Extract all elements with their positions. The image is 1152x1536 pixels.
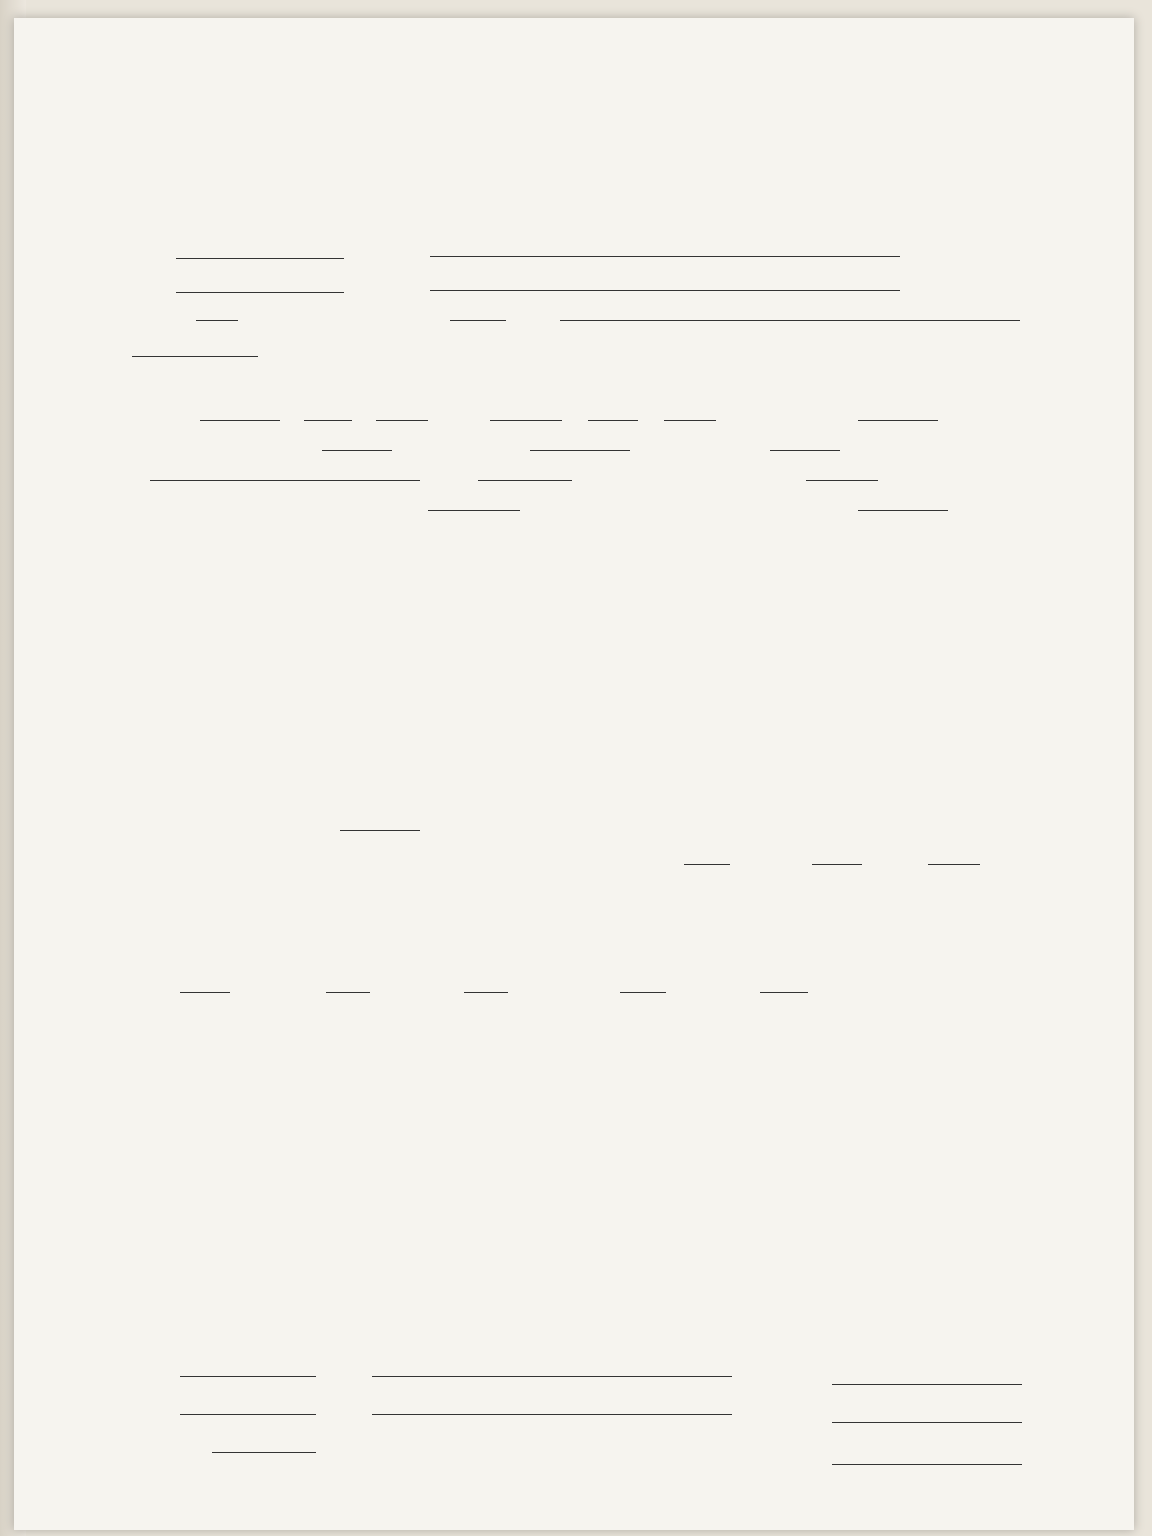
type-line xyxy=(450,320,506,321)
period-from-month-line xyxy=(304,420,352,421)
period-length-line xyxy=(858,420,938,421)
contract-page xyxy=(14,18,1134,1530)
tenant-name-line xyxy=(176,292,344,293)
elec-card-line xyxy=(180,992,230,993)
due-days-line xyxy=(806,480,878,481)
period-to-day-line xyxy=(664,420,716,421)
agent-phone-line xyxy=(832,1464,1022,1465)
tenant-id-line xyxy=(430,290,900,291)
landlord-address-line xyxy=(372,1376,732,1377)
rent-line xyxy=(530,450,630,451)
deposit-line xyxy=(340,830,420,831)
rent-sum-line xyxy=(478,480,572,481)
access-card-line xyxy=(620,992,666,993)
pay-mode-line xyxy=(770,450,840,451)
tenant-phone-line xyxy=(832,1422,1022,1423)
use-line xyxy=(322,450,392,451)
landlord-signature-line xyxy=(180,1376,316,1377)
area-line xyxy=(196,320,238,321)
electric-line xyxy=(812,864,862,865)
address-line xyxy=(560,320,1020,321)
key-line xyxy=(760,992,808,993)
gas-line xyxy=(928,864,980,865)
tenant-signature-line xyxy=(180,1414,316,1415)
landlord-id-line xyxy=(430,256,900,257)
period-from-day-line xyxy=(376,420,428,421)
period-from-year-line xyxy=(200,420,280,421)
agency-line xyxy=(132,356,258,357)
agent-signature-line xyxy=(212,1452,316,1453)
agent-fee-landlord-line xyxy=(858,510,948,511)
tenant-address-line xyxy=(372,1414,732,1415)
period-to-month-line xyxy=(588,420,638,421)
water-line xyxy=(684,864,730,865)
water-card-line xyxy=(464,992,508,993)
agent-fee-tenant-line xyxy=(428,510,520,511)
landlord-name-line xyxy=(176,258,344,259)
landlord-phone-line xyxy=(832,1384,1022,1385)
rent-capital-line xyxy=(150,480,420,481)
period-to-year-line xyxy=(490,420,562,421)
gas-card-line xyxy=(326,992,370,993)
